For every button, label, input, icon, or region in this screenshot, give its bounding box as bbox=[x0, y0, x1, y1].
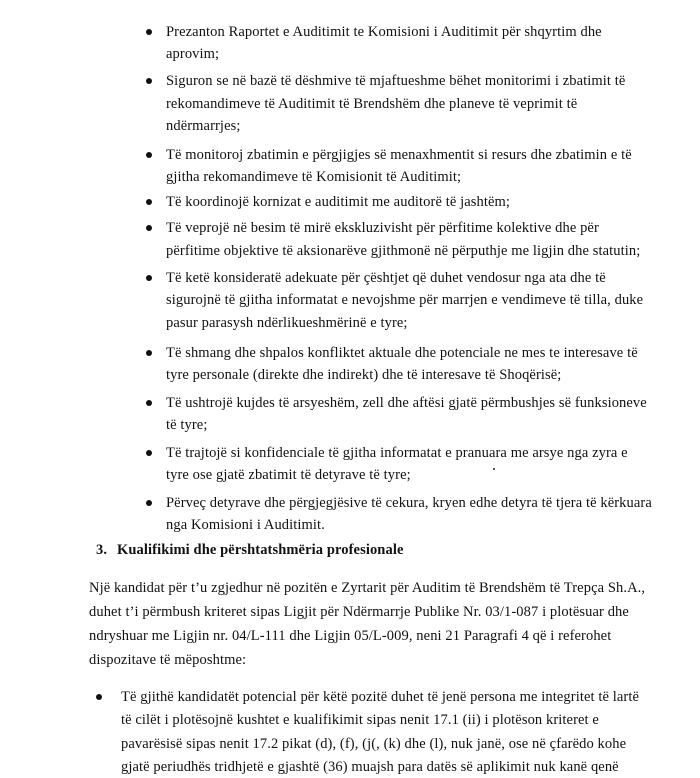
bullet-marker bbox=[146, 450, 152, 456]
bullet-line: Të veprojë në besim të mirë ekskluzivisht për përfitime kolektive dhe për bbox=[166, 220, 599, 236]
paragraph-line: dispozitave të mëposhtme: bbox=[89, 652, 247, 668]
bullet-line: Të ketë konsideratë adekuate për çështjet që duhet vendosur nga ata dhe të bbox=[166, 270, 606, 286]
bullet-line: pasur parasysh ndërlikueshmërinë e tyre; bbox=[166, 315, 408, 331]
bullet-marker bbox=[146, 78, 152, 84]
bullet-line: tyre ose gjatë zbatimit të detyrave të tyre; bbox=[166, 467, 411, 483]
bullet-line: Të koordinojë kornizat e auditimit me auditorë të jashtëm; bbox=[166, 194, 511, 210]
bullet-line: Prezanton Raportet e Auditimit te Komisioni i Auditimit për shqyrtim dhe bbox=[166, 24, 602, 40]
bullet-line: të cilët i plotësojnë kushtet e kualifikimit sipas nenit 17.1 (ii) i plotëson kriteret e bbox=[121, 712, 599, 728]
bullet-line: Të ushtrojë kujdes të arsyeshëm, zell dhe aftësi gjatë përmbushjes së funksioneve bbox=[166, 395, 647, 411]
bullet-line: tyre personale (direkte dhe indirekt) dhe të interesave të Shoqërisë; bbox=[166, 367, 562, 383]
bullet-line: të tyre; bbox=[166, 417, 208, 433]
bullet-line: përfitime objektive të aksionarëve gjithmonë në përputhje me ligjin dhe statutin; bbox=[166, 243, 641, 259]
bullet-marker bbox=[146, 500, 152, 506]
bullet-line: Siguron se në bazë të dëshmive të mjaftueshme bëhet monitorimi i zbatimit të bbox=[166, 73, 626, 89]
bullet-line: aprovim; bbox=[166, 46, 220, 62]
bullet-marker bbox=[146, 350, 152, 356]
section-title: Kualifikimi dhe përshtatshmëria profesionale bbox=[117, 542, 404, 558]
bullet-line: gjitha rekomandimeve të Komisionit të Auditimit; bbox=[166, 169, 462, 185]
bullet-line: Të shmang dhe shpalos konfliktet aktuale dhe potenciale ne mes te interesave të bbox=[166, 345, 638, 361]
bullet-line: Të monitoroj zbatimin e përgjigjes së menaxhmentit si resurs dhe zbatimin e të bbox=[166, 147, 632, 163]
bullet-marker bbox=[96, 694, 102, 700]
paragraph-line: ndryshuar me Ligjin nr. 04/L-111 dhe Ligjin 05/L-009, neni 21 Paragrafi 4 që i referohet bbox=[89, 628, 612, 644]
paragraph-line: Një kandidat për t’u zgjedhur në pozitën e Zyrtarit për Auditim të Brendshëm të Trepça Sh.A., bbox=[89, 580, 646, 596]
bullet-line: Të gjithë kandidatët potencial për këtë pozitë duhet të jenë persona me integritet të lartë bbox=[121, 689, 639, 705]
bullet-line: rekomandimeve të Auditimit të Brendshëm dhe planeve të veprimit të bbox=[166, 96, 578, 112]
scan-speck bbox=[493, 468, 495, 470]
bullet-line: gjatë periudhës tridhjetë e gjashtë (36) muajsh para datës së aplikimit nuk kanë qenë bbox=[121, 759, 619, 775]
bullet-marker bbox=[146, 29, 152, 35]
bullet-line: Përveç detyrave dhe përgjegjësive të cekura, kryen edhe detyra të tjera të kërkuara bbox=[166, 495, 652, 511]
bullet-line: sigurojnë të gjitha informatat e nevojshme për marrjen e vendimeve të tilla, duke bbox=[166, 292, 644, 308]
section-number: 3. bbox=[96, 542, 108, 558]
bullet-line: nga Komisioni i Auditimit. bbox=[166, 517, 325, 533]
bullet-marker bbox=[146, 400, 152, 406]
bullet-line: Të trajtojë si konfidenciale të gjitha informatat e pranuara me arsye nga zyra e bbox=[166, 445, 628, 461]
bullet-marker bbox=[146, 152, 152, 158]
bullet-marker bbox=[146, 225, 152, 231]
bullet-marker bbox=[146, 275, 152, 281]
bullet-line: ndërmarrjes; bbox=[166, 118, 241, 134]
paragraph-line: duhet t’i përmbush kriteret sipas Ligjit për Ndërmarrje Publike Nr. 03/1-087 i plotësuar dhe bbox=[89, 604, 629, 620]
bullet-marker bbox=[146, 199, 152, 205]
bullet-line: pavarësisë sipas nenit 17.2 pikat (d), (f), (j(, (k) dhe (l), nuk janë, ose në çfarëdo kohe bbox=[121, 736, 627, 752]
